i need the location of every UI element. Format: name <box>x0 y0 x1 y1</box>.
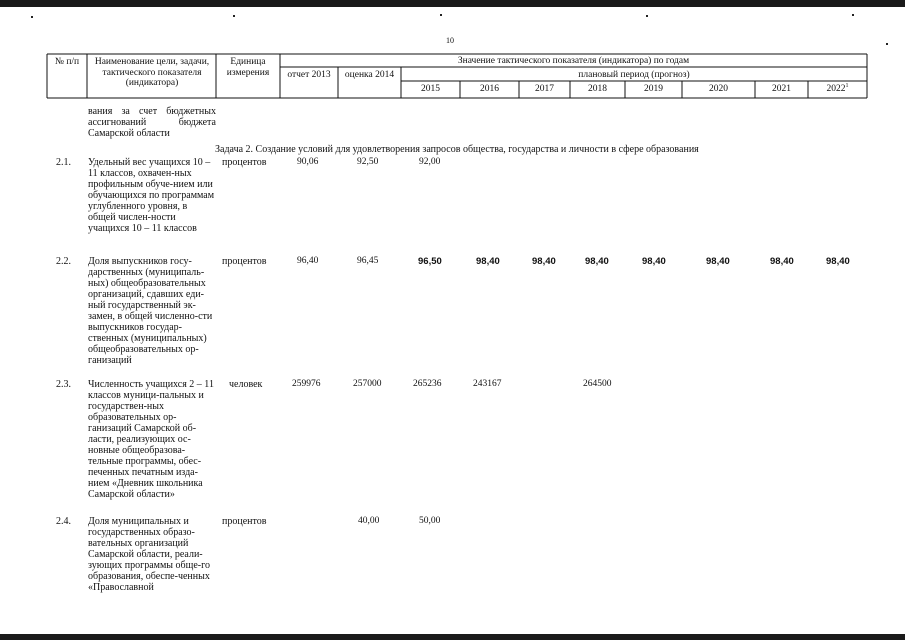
header-year-2022-label: 2022 <box>826 84 846 94</box>
scan-bottom-border <box>0 634 905 640</box>
row-2-1-year-2015: 92,00 <box>419 157 441 167</box>
row-2-2-year-2016: 98,40 <box>476 256 500 267</box>
row-2-2-estimate-2014: 96,45 <box>357 256 379 266</box>
row-2-2-year-2019: 98,40 <box>642 256 666 267</box>
task-title: Задача 2. Создание условий для удовлетворения запросов общества, государства и личности в сфере образования <box>215 144 699 155</box>
row-2-2-year-2015: 96,50 <box>418 256 442 267</box>
header-year-2019: 2019 <box>644 84 663 94</box>
page-number: 10 <box>446 36 454 45</box>
scan-speck <box>852 14 854 16</box>
row-2-3-estimate-2014: 257000 <box>353 379 382 389</box>
row-2-3-year-2015: 265236 <box>413 379 442 389</box>
row-2-4-name: Доля муниципальных и государственных образо-вательных организаций Самарской области, реали-зующих программы обще-го образования, обеспе-ченных «Православной <box>88 516 210 593</box>
row-2-2-year-2021: 98,40 <box>770 256 794 267</box>
scan-speck <box>233 15 235 17</box>
continuation-text: вания за счет бюджетных ассигнований бюджета Самарской области <box>88 106 216 139</box>
row-2-3-year-2018: 264500 <box>583 379 612 389</box>
scan-speck <box>31 16 33 18</box>
header-values: Значение тактического показателя (индикатора) по годам <box>457 56 690 66</box>
scan-speck <box>886 43 888 45</box>
scan-speck <box>440 14 442 16</box>
header-year-2020: 2020 <box>709 84 728 94</box>
row-2-4-estimate-2014: 40,00 <box>358 516 380 526</box>
row-2-2-year-2017: 98,40 <box>532 256 556 267</box>
row-2-4-year-2015: 50,00 <box>419 516 441 526</box>
header-year-2016: 2016 <box>480 84 499 94</box>
row-2-2-name: Доля выпускников госу-дарственных (муниципаль-ных) общеобразовательных организаций, сдавших еди-ный государственный эк-замен, в общей численно-сти выпускников государ-ственных (муниципальных) общеобразовательных ор-ганизаций <box>88 256 213 366</box>
header-year-2017: 2017 <box>535 84 554 94</box>
header-name: Наименование цели, задачи, тактического показателя (индикатора) <box>94 57 210 88</box>
row-2-1-num: 2.1. <box>56 157 71 168</box>
header-year-2018: 2018 <box>588 84 607 94</box>
header-report-2013: отчет 2013 <box>287 70 331 80</box>
scan-speck <box>646 15 648 17</box>
row-2-3-num: 2.3. <box>56 379 71 390</box>
header-year-2015: 2015 <box>421 84 440 94</box>
header-year-2021: 2021 <box>772 84 791 94</box>
header-num: № п/п <box>54 57 80 67</box>
row-2-3-year-2016: 243167 <box>473 379 502 389</box>
row-2-2-report-2013: 96,40 <box>297 256 319 266</box>
header-plan-period: плановый период (прогноз) <box>578 70 690 80</box>
row-2-1-name: Удельный вес учащихся 10 – 11 классов, охвачен-ных профильным обуче-нием или обучающихся по программам углубленного уровня, в общей числен-ности учащихся 10 – 11 классов <box>88 157 215 234</box>
row-2-1-report-2013: 90,06 <box>297 157 319 167</box>
row-2-2-num: 2.2. <box>56 256 71 267</box>
row-2-2-year-2022: 98,40 <box>826 256 850 267</box>
row-2-2-year-2020: 98,40 <box>706 256 730 267</box>
scan-top-border <box>0 0 905 7</box>
row-2-4-num: 2.4. <box>56 516 71 527</box>
row-2-2-unit: процентов <box>222 256 267 267</box>
row-2-1-unit: процентов <box>222 157 267 168</box>
row-2-3-unit: человек <box>229 379 263 390</box>
header-unit: Единица измерения <box>226 57 270 78</box>
row-2-3-name: Численность учащихся 2 – 11 классов муници-пальных и государствен-ных образовательных ор-ганизаций Самарской об-ласти, реализующих ос-новные общеобразова-тельные программы, обес-печенных печатным изда-нием «Дневник школьника Самарской области» <box>88 379 214 500</box>
footnote-mark: 1 <box>845 82 849 89</box>
header-estimate-2014: оценка 2014 <box>344 70 395 80</box>
header-year-2022 <box>808 84 867 95</box>
row-2-1-estimate-2014: 92,50 <box>357 157 379 167</box>
row-2-4-unit: процентов <box>222 516 267 527</box>
row-2-2-year-2018: 98,40 <box>585 256 609 267</box>
row-2-3-report-2013: 259976 <box>292 379 321 389</box>
